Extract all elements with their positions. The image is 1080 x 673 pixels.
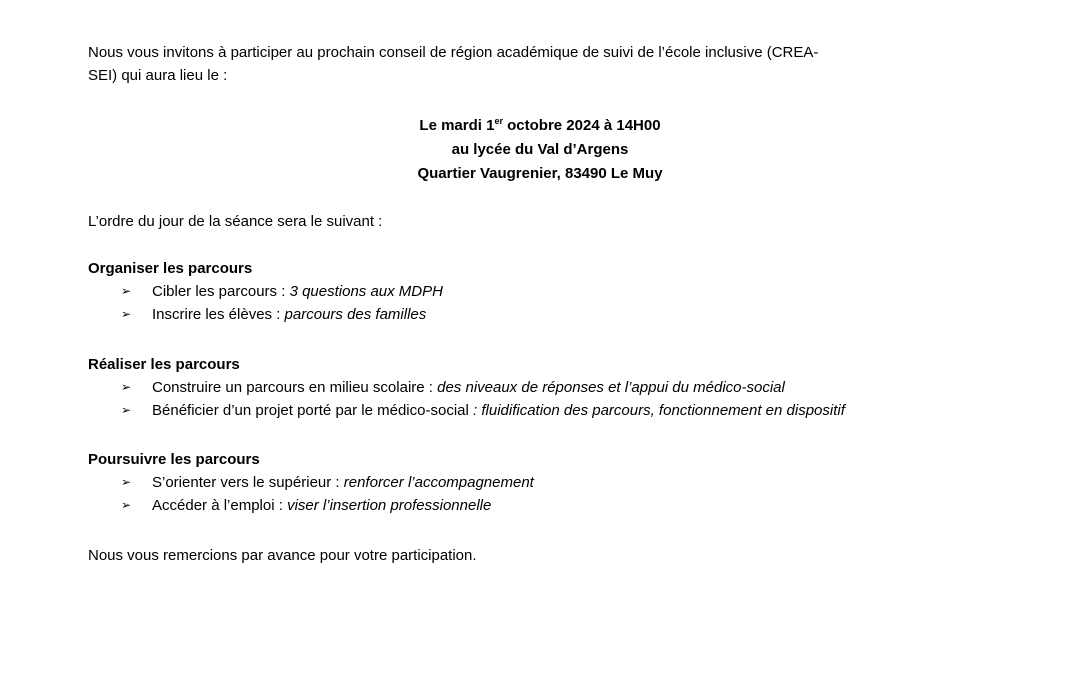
meeting-venue: au lycée du Val d’Argens [451, 141, 629, 158]
section-list [88, 376, 1048, 422]
arrow-bullet-icon: ➢ [121, 475, 132, 489]
item-detail: des niveaux de réponses et l’appui du médico-social [437, 379, 785, 396]
intro-paragraph [88, 41, 988, 87]
item-text: Construire un parcours en milieu scolaire : [152, 379, 438, 396]
item-text: Cibler les parcours : [152, 283, 290, 300]
intro-line-1: Nous vous invitons à participer au prochain conseil de région académique de suivi de l’école inclusive (CREA- [88, 44, 819, 61]
item-text: Inscrire les élèves : [152, 306, 285, 323]
arrow-bullet-icon: ➢ [121, 307, 132, 321]
meeting-date-suffix: octobre 2024 à 14H00 [502, 117, 661, 134]
intro-line-2: SEI) qui aura lieu le : [88, 67, 228, 84]
section-title: Réaliser les parcours [88, 356, 240, 373]
list-item [88, 376, 1048, 399]
item-detail: parcours des familles [284, 306, 427, 323]
arrow-bullet-icon: ➢ [121, 498, 132, 512]
section-list [88, 471, 1048, 517]
meeting-date [0, 114, 1080, 138]
agenda-intro: L’ordre du jour de la séance sera le suivant : [88, 213, 383, 230]
item-text: S’orienter vers le supérieur : [152, 474, 344, 491]
list-item [88, 471, 1048, 494]
meeting-address: Quartier Vaugrenier, 83490 Le Muy [417, 165, 663, 182]
list-item [88, 399, 1048, 422]
arrow-bullet-icon: ➢ [121, 284, 132, 298]
closing-paragraph: Nous vous remercions par avance pour votre participation. [88, 547, 477, 564]
item-text: Bénéficier d’un projet porté par le médico-social [152, 402, 469, 419]
section-list [88, 280, 1048, 326]
arrow-bullet-icon: ➢ [121, 403, 132, 417]
section-title: Poursuivre les parcours [88, 451, 260, 468]
item-detail: viser l’insertion professionnelle [287, 497, 492, 514]
meeting-date-prefix: Le mardi 1 [419, 117, 495, 134]
meeting-date-superscript: er [494, 116, 503, 126]
agenda-section [88, 257, 1048, 326]
agenda-section [88, 448, 1048, 517]
list-item [88, 494, 1048, 517]
item-detail: : fluidification des parcours, fonctionnement en dispositif [468, 402, 845, 419]
agenda-section [88, 353, 1048, 422]
item-detail: renforcer l’accompagnement [343, 474, 534, 491]
list-item [88, 280, 1048, 303]
arrow-bullet-icon: ➢ [121, 380, 132, 394]
item-detail: 3 questions aux MDPH [289, 283, 443, 300]
list-item [88, 303, 1048, 326]
item-text: Accéder à l’emploi : [152, 497, 288, 514]
meeting-details [0, 114, 1080, 186]
section-title: Organiser les parcours [88, 260, 253, 277]
